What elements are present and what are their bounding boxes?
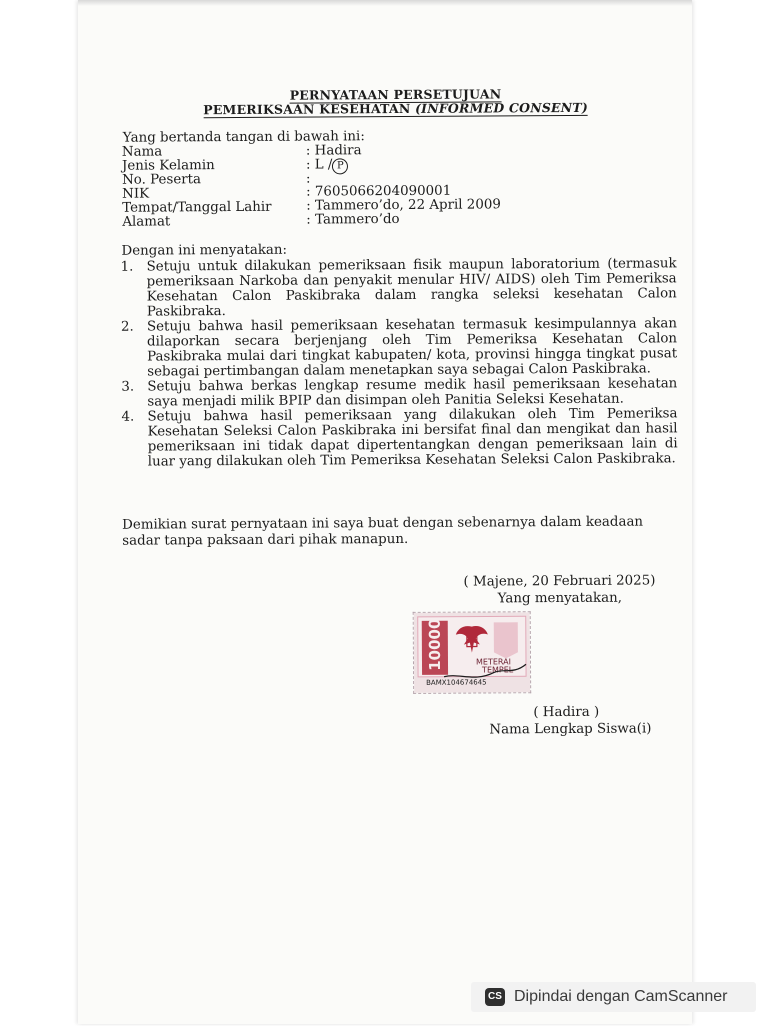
item-number: 2. <box>120 319 134 335</box>
item-text: Setuju untuk dilakukan pemeriksaan fisik maupun laboratorium (termasuk pemeriksaan Narkoba dan penyakit menular HIV/ AIDS) oleh Tim Pemeriksa Kesehatan Calon Paskibraka dalam rangka seleksi kesehatan Calon Paskibraka. <box>146 256 677 320</box>
declaration-list <box>121 256 678 469</box>
camscanner-icon: CS <box>485 988 505 1006</box>
title-line-1: PERNYATAAN PERSETUJUAN <box>289 86 502 103</box>
stamp-label-2: TEMPEL <box>482 665 514 675</box>
camscanner-badge <box>471 982 756 1012</box>
field-label: NIK <box>122 186 150 202</box>
signer-role: Nama Lengkap Siswa(i) <box>489 721 652 738</box>
item-number: 4. <box>121 409 135 425</box>
circled-gender-mark: P <box>332 158 348 174</box>
stamp-graphic <box>414 612 530 693</box>
item-text: Setuju bahwa berkas lengkap resume medik hasil pemeriksaan kesehatan saya menjadi milik BPIP dan disimpan oleh Panitia Seleksi Kesehatan. <box>147 376 678 410</box>
list-item <box>121 406 677 469</box>
item-number: 1. <box>120 259 134 275</box>
stamp-value: 10000 <box>425 618 445 671</box>
field-value: : Hadira <box>305 143 362 159</box>
stamp-hologram <box>494 622 518 658</box>
camscanner-text: Dipindai dengan CamScanner <box>514 988 728 1005</box>
list-item <box>121 376 677 409</box>
meterai-stamp <box>413 611 531 694</box>
title-italic-part: (INFORMED CONSENT) <box>414 99 589 116</box>
field-value: : 7605066204090001 <box>306 183 452 200</box>
stamp-serial: BAMX104674645 <box>426 678 487 687</box>
signer-name: ( Hadira ) <box>533 704 600 721</box>
closing-paragraph: Demikian surat pernyataan ini saya buat dengan sebenarnya dalam keadaan sadar tanpa paksaan dari pihak manapun. <box>122 514 644 549</box>
field-label: Jenis Kelamin <box>121 158 215 174</box>
stamp-label-1: METERAI <box>475 657 511 667</box>
field-value: : Tammero’do, 22 April 2009 <box>306 197 501 214</box>
field-value: : L / <box>305 157 333 173</box>
place-date: ( Majene, 20 Februari 2025) <box>463 573 656 590</box>
list-item <box>121 316 677 379</box>
field-value: : Tammero’do <box>306 211 400 228</box>
signer-label: Yang menyatakan, <box>497 590 623 607</box>
declaration-intro: Dengan ini menyatakan: <box>121 242 288 259</box>
field-label: Tempat/Tanggal Lahir <box>122 199 272 216</box>
field-label: Nama <box>121 144 163 160</box>
item-text: Setuju bahwa hasil pemeriksaan kesehatan termasuk kesimpulannya akan dilaporkan secara berjenjang oleh Tim Pemeriksa Kesehatan Calon Paskibraka mulai dari tingkat kabupaten/ kota, provinsi hingga tingkat pusat sebagai pertimbangan dalam menetapkan saya sebagai Calon Paskibraka. <box>146 316 678 380</box>
field-label: Alamat <box>122 214 171 230</box>
list-item <box>121 256 677 319</box>
item-text: Setuju bahwa hasil pemeriksaan yang dilakukan oleh Tim Pemeriksa Kesehatan Seleksi Calon Paskibraka ini bersifat final dan mengikat dan hasil pemeriksaan ini tidak dapat dipertentangkan dengan pemeriksaan lain di luar yang dilakukan oleh Tim Pemeriksa Kesehatan Seleksi Calon Paskibraka. <box>147 406 678 470</box>
intro-text: Yang bertanda tangan di bawah ini: <box>122 129 365 146</box>
field-label: No. Peserta <box>121 172 202 188</box>
gender-field <box>306 158 349 174</box>
item-number: 3. <box>121 379 135 395</box>
title-line-2: PEMERIKSAAN KESEHATAN (INFORMED CONSENT) <box>203 99 589 118</box>
field-value: : <box>305 171 311 187</box>
